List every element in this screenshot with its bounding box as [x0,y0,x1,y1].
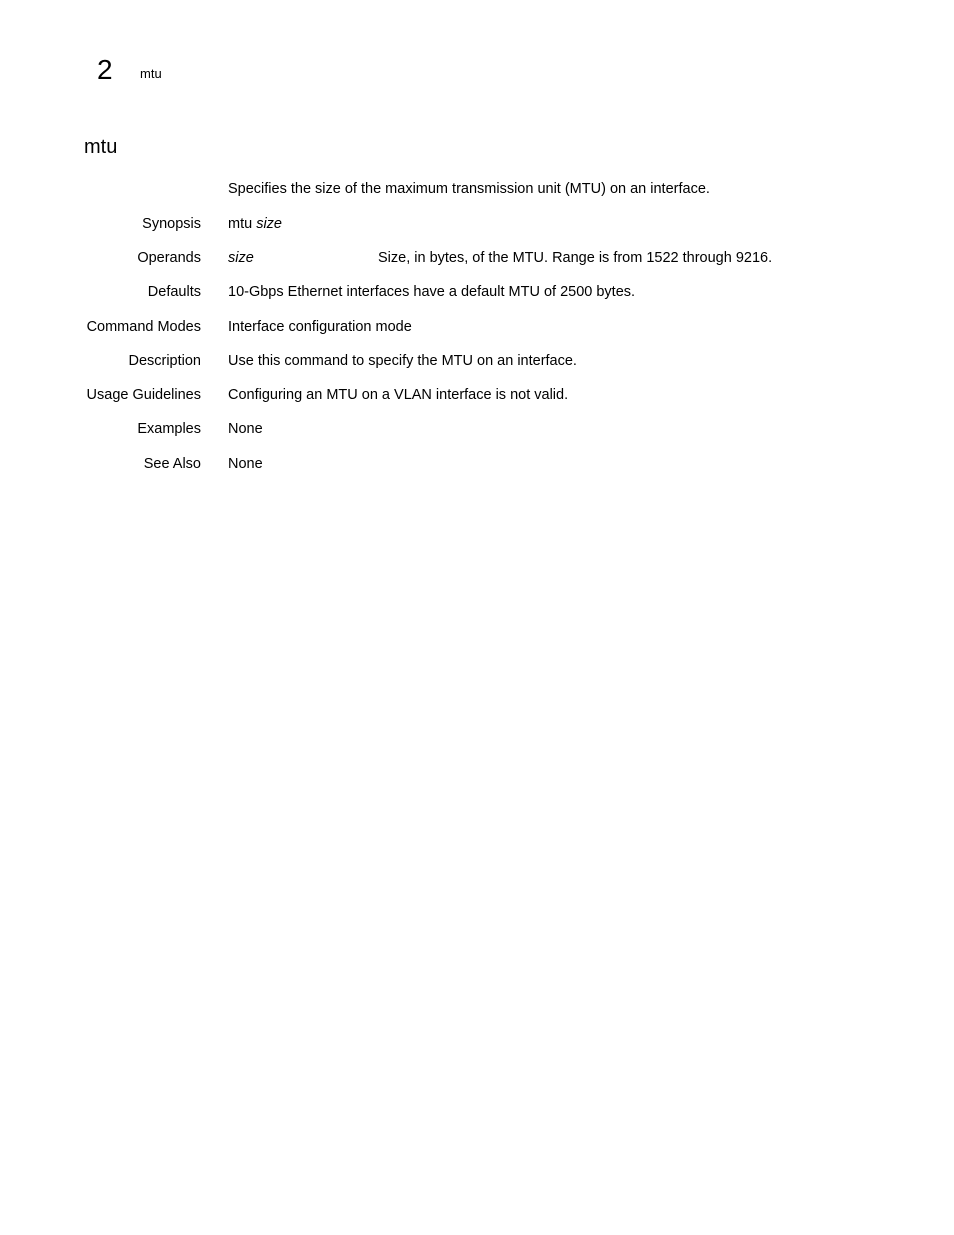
description-value: Use this command to specify the MTU on an interface. [228,353,577,369]
examples-row [0,419,954,441]
synopsis-argument: size [256,216,282,232]
synopsis-value [228,214,282,234]
description-row [0,351,954,373]
chapter-number: 2 [97,54,113,85]
description-label: Description [128,353,201,369]
usage-guidelines-value: Configuring an MTU on a VLAN interface is not valid. [228,387,569,403]
defaults-value: 10-Gbps Ethernet interfaces have a default MTU of 2500 bytes. [228,284,636,300]
see-also-value: None [228,456,263,472]
operands-label: Operands [137,250,201,266]
examples-value: None [228,421,263,437]
defaults-label: Defaults [147,284,201,300]
running-head: mtu [140,66,162,81]
synopsis-row [0,214,954,236]
defaults-row [0,282,954,304]
operand-name: size [228,250,254,266]
command-modes-value: Interface configuration mode [228,319,412,335]
usage-guidelines-label: Usage Guidelines [86,387,201,403]
synopsis-label: Synopsis [142,216,201,232]
command-modes-row [0,317,954,339]
synopsis-command: mtu [228,216,253,232]
examples-label: Examples [137,421,201,437]
usage-guidelines-row [0,385,954,407]
operand-description: Size, in bytes, of the MTU. Range is from 1522 through 9216. [378,250,773,266]
see-also-label: See Also [143,456,201,472]
command-modes-label: Command Modes [86,319,201,335]
see-also-row [0,454,954,476]
page-title: mtu [84,136,118,158]
operands-row [0,248,954,270]
command-intro: Specifies the size of the maximum transmission unit (MTU) on an interface. [228,181,710,197]
